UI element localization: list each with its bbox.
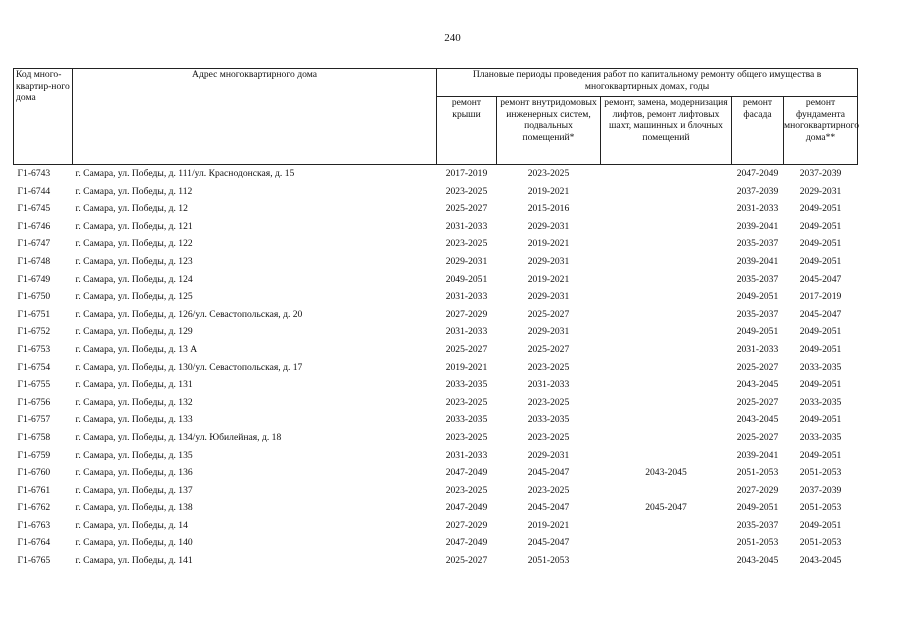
table-row <box>14 517 858 535</box>
cell-facade: 2039-2041 <box>736 449 779 461</box>
cell-code: Г1-6751 <box>17 308 51 320</box>
cell-roof: 2031-2033 <box>445 449 488 461</box>
cell-code: Г1-6762 <box>17 502 51 514</box>
cell-foundation: 2049-2051 <box>799 255 842 267</box>
cell-address: г. Самара, ул. Победы, д. 137 <box>75 484 193 496</box>
cell-code: Г1-6755 <box>17 379 51 391</box>
cell-systems: 2045-2047 <box>527 467 570 479</box>
cell-foundation: 2049-2051 <box>799 379 842 391</box>
cell-lifts <box>601 341 732 359</box>
cell-lifts <box>601 394 732 412</box>
cell-lifts <box>601 482 732 500</box>
cell-address: г. Самара, ул. Победы, д. 133 <box>75 414 193 426</box>
page-number: 240 <box>444 32 461 44</box>
cell-systems: 2019-2021 <box>527 185 570 197</box>
cell-lifts <box>601 235 732 253</box>
cell-facade: 2043-2045 <box>736 379 779 391</box>
cell-roof: 2019-2021 <box>445 361 488 373</box>
table-row <box>14 552 858 570</box>
cell-roof: 2023-2025 <box>445 238 488 250</box>
cell-lifts <box>601 534 732 552</box>
cell-systems: 2019-2021 <box>527 273 570 285</box>
cell-foundation: 2037-2039 <box>799 484 842 496</box>
cell-systems: 2029-2031 <box>527 449 570 461</box>
cell-code: Г1-6760 <box>17 467 51 479</box>
cell-systems: 2031-2033 <box>527 379 570 391</box>
cell-foundation: 2029-2031 <box>799 185 842 197</box>
cell-lifts <box>601 200 732 218</box>
cell-systems: 2019-2021 <box>527 238 570 250</box>
cell-address: г. Самара, ул. Победы, д. 141 <box>75 555 193 567</box>
cell-code: Г1-6754 <box>17 361 51 373</box>
cell-roof: 2047-2049 <box>445 467 488 479</box>
cell-foundation: 2051-2053 <box>799 467 842 479</box>
cell-code: Г1-6756 <box>17 396 51 408</box>
header-periods: Плановые периоды проведения работ по капитальному ремонту общего имущества в многоквартирных домах, годы <box>437 69 858 97</box>
cell-code: Г1-6745 <box>17 203 51 215</box>
cell-systems: 2023-2025 <box>527 168 570 179</box>
table-row <box>14 394 858 412</box>
cell-foundation: 2033-2035 <box>799 396 842 408</box>
cell-address: г. Самара, ул. Победы, д. 140 <box>75 537 193 549</box>
cell-systems: 2015-2016 <box>527 203 570 215</box>
cell-roof: 2027-2029 <box>445 308 488 320</box>
cell-roof: 2023-2025 <box>445 185 488 197</box>
cell-address: г. Самара, ул. Победы, д. 135 <box>75 449 193 461</box>
capital-repair-table <box>13 68 858 570</box>
cell-foundation: 2043-2045 <box>799 555 842 567</box>
cell-systems: 2029-2031 <box>527 326 570 338</box>
cell-address: г. Самара, ул. Победы, д. 125 <box>75 291 193 303</box>
cell-code: Г1-6746 <box>17 220 51 232</box>
cell-address: г. Самара, ул. Победы, д. 12 <box>75 203 188 215</box>
cell-roof: 2047-2049 <box>445 502 488 514</box>
table-row <box>14 253 858 271</box>
cell-systems: 2045-2047 <box>527 502 570 514</box>
table-row <box>14 200 858 218</box>
cell-code: Г1-6759 <box>17 449 51 461</box>
cell-facade: 2037-2039 <box>736 185 779 197</box>
cell-roof: 2023-2025 <box>445 484 488 496</box>
cell-address: г. Самара, ул. Победы, д. 124 <box>75 273 193 285</box>
cell-foundation: 2037-2039 <box>799 168 842 179</box>
cell-address: г. Самара, ул. Победы, д. 121 <box>75 220 193 232</box>
cell-systems: 2023-2025 <box>527 361 570 373</box>
table-row <box>14 464 858 482</box>
cell-facade: 2039-2041 <box>736 220 779 232</box>
cell-systems: 2033-2035 <box>527 414 570 426</box>
cell-facade: 2043-2045 <box>736 555 779 567</box>
cell-foundation: 2049-2051 <box>799 519 842 531</box>
cell-facade: 2025-2027 <box>736 431 779 443</box>
cell-address: г. Самара, ул. Победы, д. 13 А <box>75 343 198 355</box>
cell-code: Г1-6744 <box>17 185 51 197</box>
cell-roof: 2033-2035 <box>445 414 488 426</box>
cell-address: г. Самара, ул. Победы, д. 136 <box>75 467 193 479</box>
cell-lifts <box>601 517 732 535</box>
cell-address: г. Самара, ул. Победы, д. 112 <box>75 185 193 197</box>
cell-address: г. Самара, ул. Победы, д. 130/ул. Севастопольская, д. 17 <box>75 361 303 373</box>
cell-foundation: 2049-2051 <box>799 203 842 215</box>
table-row <box>14 288 858 306</box>
table-row <box>14 482 858 500</box>
cell-address: г. Самара, ул. Победы, д. 134/ул. Юбилейная, д. 18 <box>75 431 282 443</box>
cell-foundation: 2033-2035 <box>799 431 842 443</box>
cell-facade: 2043-2045 <box>736 414 779 426</box>
table-row <box>14 271 858 289</box>
cell-roof: 2029-2031 <box>445 255 488 267</box>
cell-foundation: 2051-2053 <box>799 502 842 514</box>
table-row <box>14 447 858 465</box>
cell-address: г. Самара, ул. Победы, д. 111/ул. Краснодонская, д. 15 <box>75 168 295 179</box>
cell-address: г. Самара, ул. Победы, д. 126/ул. Севастопольская, д. 20 <box>75 308 303 320</box>
cell-lifts <box>601 271 732 289</box>
cell-lifts <box>601 376 732 394</box>
cell-foundation: 2049-2051 <box>799 326 842 338</box>
cell-facade: 2027-2029 <box>736 484 779 496</box>
cell-systems: 2029-2031 <box>527 255 570 267</box>
cell-address: г. Самара, ул. Победы, д. 132 <box>75 396 193 408</box>
cell-facade: 2047-2049 <box>736 168 779 179</box>
cell-roof: 2033-2035 <box>445 379 488 391</box>
cell-foundation: 2049-2051 <box>799 220 842 232</box>
cell-lifts <box>601 306 732 324</box>
cell-facade: 2035-2037 <box>736 238 779 250</box>
cell-systems: 2023-2025 <box>527 396 570 408</box>
cell-foundation: 2033-2035 <box>799 361 842 373</box>
cell-lifts <box>601 253 732 271</box>
table-row <box>14 499 858 517</box>
cell-lifts: 2045-2047 <box>645 502 687 514</box>
cell-roof: 2025-2027 <box>445 203 488 215</box>
cell-roof: 2017-2019 <box>445 168 488 179</box>
cell-foundation: 2049-2051 <box>799 414 842 426</box>
cell-roof: 2031-2033 <box>445 220 488 232</box>
cell-foundation: 2049-2051 <box>799 449 842 461</box>
header-address: Адрес многоквартирного дома <box>73 69 437 165</box>
cell-code: Г1-6749 <box>17 273 51 285</box>
cell-address: г. Самара, ул. Победы, д. 131 <box>75 379 193 391</box>
table-row <box>14 359 858 377</box>
cell-foundation: 2017-2019 <box>799 291 842 303</box>
cell-facade: 2031-2033 <box>736 343 779 355</box>
cell-foundation: 2051-2053 <box>799 537 842 549</box>
cell-facade: 2039-2041 <box>736 255 779 267</box>
cell-code: Г1-6757 <box>17 414 51 426</box>
cell-lifts: 2043-2045 <box>645 467 687 479</box>
header-lifts: ремонт, замена, модернизация лифтов, ремонт лифтовых шахт, машинных и блочных помещений <box>601 97 732 165</box>
table-row <box>14 218 858 236</box>
header-roof: ремонт крыши <box>437 97 497 165</box>
table-row <box>14 411 858 429</box>
cell-lifts <box>601 359 732 377</box>
cell-roof: 2027-2029 <box>445 519 488 531</box>
table-row <box>14 183 858 201</box>
cell-foundation: 2049-2051 <box>799 238 842 250</box>
cell-roof: 2023-2025 <box>445 431 488 443</box>
table-row <box>14 235 858 253</box>
cell-lifts <box>601 288 732 306</box>
cell-code: Г1-6747 <box>17 238 51 250</box>
cell-roof: 2031-2033 <box>445 291 488 303</box>
cell-code: Г1-6750 <box>17 291 51 303</box>
header-systems: ремонт внутридомовых инженерных систем, подвальных помещений* <box>497 97 601 165</box>
cell-lifts <box>601 411 732 429</box>
cell-facade: 2035-2037 <box>736 519 779 531</box>
cell-facade: 2049-2051 <box>736 326 779 338</box>
cell-facade: 2031-2033 <box>736 203 779 215</box>
cell-address: г. Самара, ул. Победы, д. 138 <box>75 502 193 514</box>
cell-code: Г1-6763 <box>17 519 51 531</box>
cell-systems: 2045-2047 <box>527 537 570 549</box>
cell-lifts <box>601 429 732 447</box>
table-row <box>14 306 858 324</box>
cell-systems: 2019-2021 <box>527 519 570 531</box>
cell-code: Г1-6748 <box>17 255 51 267</box>
cell-facade: 2049-2051 <box>736 502 779 514</box>
cell-lifts <box>601 165 732 183</box>
cell-roof: 2025-2027 <box>445 343 488 355</box>
cell-systems: 2025-2027 <box>527 308 570 320</box>
cell-code: Г1-6764 <box>17 537 51 549</box>
cell-systems: 2023-2025 <box>527 484 570 496</box>
table-row <box>14 429 858 447</box>
cell-systems: 2025-2027 <box>527 343 570 355</box>
header-code: Код много-квартир-ного дома <box>14 69 73 165</box>
cell-address: г. Самара, ул. Победы, д. 122 <box>75 238 193 250</box>
cell-roof: 2049-2051 <box>445 273 488 285</box>
cell-code: Г1-6761 <box>17 484 51 496</box>
table-row <box>14 376 858 394</box>
cell-address: г. Самара, ул. Победы, д. 129 <box>75 326 193 338</box>
cell-roof: 2025-2027 <box>445 555 488 567</box>
cell-systems: 2023-2025 <box>527 431 570 443</box>
cell-facade: 2035-2037 <box>736 273 779 285</box>
cell-roof: 2047-2049 <box>445 537 488 549</box>
cell-facade: 2051-2053 <box>736 537 779 549</box>
header-facade: ремонт фасада <box>732 97 784 165</box>
cell-systems: 2029-2031 <box>527 220 570 232</box>
cell-systems: 2051-2053 <box>527 555 570 567</box>
cell-code: Г1-6752 <box>17 326 51 338</box>
cell-facade: 2025-2027 <box>736 396 779 408</box>
table-row <box>14 341 858 359</box>
cell-lifts <box>601 323 732 341</box>
cell-facade: 2025-2027 <box>736 361 779 373</box>
cell-code: Г1-6753 <box>17 343 51 355</box>
cell-code: Г1-6765 <box>17 555 51 567</box>
table-row <box>14 165 858 183</box>
cell-systems: 2029-2031 <box>527 291 570 303</box>
cell-facade: 2035-2037 <box>736 308 779 320</box>
table-row <box>14 534 858 552</box>
cell-foundation: 2049-2051 <box>799 343 842 355</box>
table-body <box>14 165 858 570</box>
cell-foundation: 2045-2047 <box>799 308 842 320</box>
cell-code: Г1-6758 <box>17 431 51 443</box>
header-foundation: ремонт фундамента многоквартирного дома** <box>784 97 858 165</box>
cell-lifts <box>601 183 732 201</box>
cell-facade: 2049-2051 <box>736 291 779 303</box>
cell-lifts <box>601 218 732 236</box>
cell-foundation: 2045-2047 <box>799 273 842 285</box>
cell-address: г. Самара, ул. Победы, д. 123 <box>75 255 193 267</box>
cell-lifts <box>601 447 732 465</box>
cell-roof: 2023-2025 <box>445 396 488 408</box>
cell-lifts <box>601 552 732 570</box>
cell-facade: 2051-2053 <box>736 467 779 479</box>
cell-roof: 2031-2033 <box>445 326 488 338</box>
cell-code: Г1-6743 <box>17 168 51 179</box>
cell-address: г. Самара, ул. Победы, д. 14 <box>75 519 188 531</box>
table-row <box>14 323 858 341</box>
